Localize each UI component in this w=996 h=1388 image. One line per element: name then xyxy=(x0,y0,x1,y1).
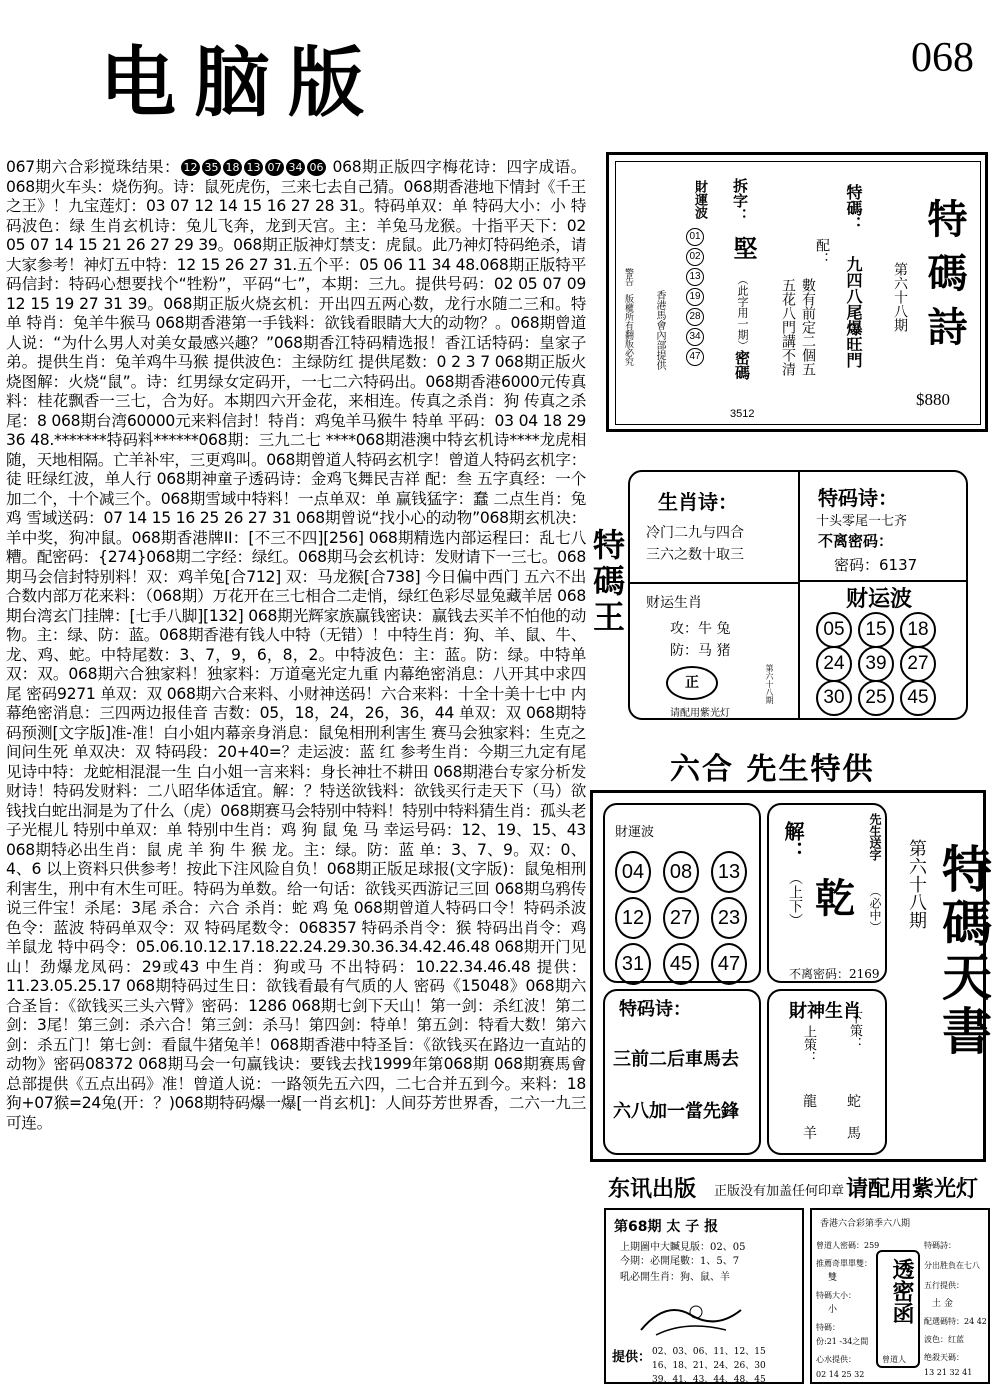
box3-number-circle: 27 xyxy=(663,897,699,939)
te-ma-shi-inner xyxy=(615,161,981,425)
footer-note: 正版没有加盖任何印章 xyxy=(714,1184,845,1199)
box1-poem-2: 數有前定二個五 xyxy=(800,278,816,376)
ball: 07 xyxy=(265,159,284,176)
box3-qian: 乾 xyxy=(815,876,855,922)
box5-a3: 雙 xyxy=(828,1273,838,1283)
draw-result-balls xyxy=(180,158,327,176)
issue-number: 068 xyxy=(911,35,974,81)
box2-cy-label: 财运生肖 xyxy=(646,595,702,611)
te-ma-wang-title: 特碼王 xyxy=(588,528,626,636)
box5-b3: 五行提供： xyxy=(924,1281,964,1290)
box2-lamp: 请配用紫光灯 xyxy=(670,708,730,719)
box4-ti-gong-label: 提供： xyxy=(612,1350,652,1365)
box3-period: 第六十八期 xyxy=(906,839,927,929)
box1-circle-list xyxy=(686,226,704,368)
box1-circle-number: 28 xyxy=(686,308,704,326)
box3-number-circle: 31 xyxy=(615,943,651,985)
box4-title: 第68期 太 子 报 xyxy=(614,1219,719,1235)
box1-circle-number: 19 xyxy=(686,288,704,306)
box3-jie-label: 解： xyxy=(781,821,805,861)
box5-b5: 配選碼特：24 42 xyxy=(924,1317,987,1326)
box1-cai-yun-bo-label: 財運波 xyxy=(692,180,707,219)
box2-number-circle: 27 xyxy=(900,646,936,682)
box2-sx-line-2: 三六之数十取三 xyxy=(646,547,744,563)
box5-a6: 特碼： xyxy=(816,1323,840,1332)
article-body: 068期正版四字梅花诗：四字成语。068期火车头：烧伤狗。诗：鼠死虎伤，三来七去自己猜。068期香港地下情封《千王之王》！九宝莲灯：03 07 12 14 15 16 27 28 31。特码单双：单 特码大小：小 特码波色：绿 生肖玄机诗：兔儿飞奔，龙到天宫。主：羊兔马龙猴。十指平天下：02 05 07 14 15 21 26 27 29 39。068期正版神灯禁支：虎鼠。此乃神灯特码绝杀，请大家参考！神灯五中特：12 15 26 27 31.五个平：05 06 11 34 48.068期正版特平码信封：特码心想要找个“牲粉”，平码“七”，本期：三九。提供号码：02 05 07 09 12 15 19 27 31 39。068期正版火烧玄机：开出四五两心数，龙行水随二三和。特单 特肖：兔羊牛猴马 068期香港第一手钱料：欲钱看眼睛大大的动物？。068期曾道人说：“为什么男人对美女最感兴趣？”068期香江特码精选报！香江话特码：皇家子弟。提供生肖：兔羊鸡牛马猴 提供波色：主绿防红 提供尾数：0 2 3 7 068期正版火烧图解：火烧“鼠”。诗：红男绿女定码开，一七二六特码出。068期香港6000元传真料：桂花飘香一三七，合为好。本期四六开金花，来相连。传真之杀肖：狗 传真之杀尾：8 068期台湾60000元来料信封！特肖：鸡兔羊马猴牛 特单 平码：03 04 18 29 36 48.*******特码料******068期：三九二七 ****068期港澳中特玄机诗****龙虎相随，天地相隔。亡羊补牢，三更鸡叫。068期曾道人特码玄机字！曾道人特码玄机字：徒 旺绿红波，单人行 068期神童子透码诗：金鸡飞舞民吉祥 配：叁 五字真经：一个加二个，十个减三个。068期雪域中特料！一点单双：单 赢钱猛字：蠢 二点生肖：兔鸡 雪域送码：07 14 15 16 25 26 27 31 068期曾说“找小心的动物”068期玄机决：羊中奖，狗冲鼠。068期香港牌II：[不三不四][256] 068期精选内部运程曰：乱七八糟。配密码：{274}068期二字经：绿红。068期马会玄机诗：发财请下一三七。068期马会信封特别料！双：鸡羊兔[合712] 双：马龙猴[合738] 今日偏中西门 五六不出合数内部万花来料：（068期）万花开在三七相合二走悄，绿红色彩尽显兔藏羊居 068期台湾玄门挂牌：[七手八脚][132] 068期光辉家族赢钱密诀：赢钱去买羊不怕他的动物。主：绿、防：蓝。068期香港有钱人中特（无错）！中特生肖：狗、羊、鼠、牛、龙、鸡、蛇。中特尾数：3、7，9，6，8，2。中特波色：主：蓝。防：绿。中特单双：双。068期六合独家料！独家料：万道毫光定九重 内幕绝密消息：八开其中求四尾 密码9271 单双：双 068期六合来料、小财神送码！六合来料：十全十美十七中 内幕绝密消息：三四两边报佳音 吉数：05，18，24，26，36，44 单双：双 068期特码预测[文字版]准-准！白小姐内幕亲身消息：鼠兔相刑利害生 赛马会独家料：生克之间问生死 单双决：双 特码段：20+40=？走运波：蓝 红 参考生肖：今期三九定有尾 见诗中特：龙蛇相混混一生 白小姐一言来料：身长神壮不耕田 068期港台专家分析发财诗！特码发财料：二八昭华体适宜。解：？特送欲钱料：欲钱买行走天下（马）欲钱找白蛇出洞是为了什么（虎）068期赛马会特别中特料！特别中特料猜生肖：孤头老子光棍儿 特别中单双：单 特别中生肖：鸡 狗 鼠 兔 马 幸运号码：12、19、15、43 068期特必出生肖：鼠 虎 羊 狗 牛 猴 龙。主：绿。防：蓝 单：3、7、9。双：0、4、6 以上资料只供参考！按此下注风险自负！068期正版足球报(文字版)：鼠兔相刑利害生，刑中有木生可旺。特码为单数。给一句话：欲钱买西游记三回 068期乌鸦传说三件宝！杀尾：3尾 杀合：六合 杀肖：蛇 鸡 兔 068期曾道人特码口令！特码杀波色令：蓝波 特码单双令：双 特码尾数令：068357 特码杀肖令：猴 特码出肖令：鸡羊鼠龙 特中码令：05.06.10.12.17.18.22.24.29.30.36.34.42.46.48 068期开门见山！劲爆龙凤码：29或43 中生肖：狗或马 不出特码：10.22.34.46.48 提供：11.23.05.25.17 068期特码过生日：欲钱看最有气质的人 密码《15048》068期六合圣旨：《欲钱买三头六臂》密码：1286 068期七剑下天山！第一剑：杀红波！第二剑：3尾！第三剑：杀六合！第三剑：杀马！第四剑：特单！第五剑：特看大数！第六剑：杀五门！第七剑：看鼠牛猪兔羊！068期香港中特圣旨：《欲钱买在路边一直站的动物》密码08372 068期马会一句赢钱诀：要钱去找1999年第068期 068期赛馬會总部提供《五点出码》准！曾道人说：一路领先五六四，二七合并五到今。来料：18狗+07猴=24兔(开：？)068期特码爆一爆[一肖玄机]：人间芬芳世界香，二六一九三可连。 xyxy=(6,158,586,1132)
box5-tou-mi-han: 透密函 xyxy=(889,1258,914,1324)
box2-mm-label: 密码：6137 xyxy=(834,556,918,574)
box5-a4: 特碼大小： xyxy=(816,1291,856,1300)
te-ma-shi-box xyxy=(606,152,988,432)
box3-xia-ce: 下策： xyxy=(847,1011,862,1050)
box5-a2: 推薦奇單單雙： xyxy=(816,1259,872,1268)
box1-te-ma-label: 特碼： xyxy=(844,184,863,232)
box3-cyb-label: 財運波 xyxy=(615,825,655,840)
box1-warning-stamp: 警告 xyxy=(623,268,633,286)
box1-circle-number: 34 xyxy=(686,328,704,346)
dongxun-publisher: 东讯出版 xyxy=(608,1177,697,1202)
box4-illustration xyxy=(636,1290,746,1340)
box3-csx-label: 財神生肖 xyxy=(789,1001,861,1022)
box1-circle-number: 47 xyxy=(686,348,704,366)
box3-number-circle: 12 xyxy=(615,897,651,939)
divider xyxy=(630,582,798,584)
box2-sx-label: 生肖诗： xyxy=(658,490,738,514)
box2-number-circle: 05 xyxy=(816,612,852,648)
box1-provider: 香港馬會內部提供 xyxy=(654,290,665,370)
ball: 12 xyxy=(181,159,200,176)
box1-warning: 版權所有翻版必究 xyxy=(623,294,633,366)
box3-number-circle: 47 xyxy=(711,943,747,985)
box2-number-circle: 15 xyxy=(858,612,894,648)
box2-sx-line-1: 冷门二九与四合 xyxy=(646,525,744,541)
box1-price: $880 xyxy=(916,390,950,409)
box2-number-circle: 39 xyxy=(858,646,894,682)
box3-tms-line-1: 三前二后車馬去 xyxy=(613,1049,739,1070)
box1-circle-number: 02 xyxy=(686,248,704,266)
article-text xyxy=(6,158,586,1382)
tai-zi-bao-box xyxy=(604,1208,804,1384)
box2-number-circle: 25 xyxy=(858,680,894,716)
box1-code: 3512 xyxy=(730,408,755,420)
box3-ma: 馬 xyxy=(847,1126,861,1142)
box2-cyb-label: 财运波 xyxy=(846,587,913,612)
box1-poem-1: 九四八尾爆旺門 xyxy=(844,256,863,368)
footer-lamp: 请配用紫光灯 xyxy=(846,1177,979,1202)
te-ma-tian-shu-title: 特碼天書 xyxy=(934,843,992,1059)
te-ma-tian-shu-box xyxy=(590,790,992,1162)
box3-she: 蛇 xyxy=(847,1094,861,1110)
box5-b1: 特碼詩： xyxy=(924,1241,956,1250)
box5-b2: 分出胜負在七八 xyxy=(924,1261,980,1270)
box5-b7: 绝殺天碼： xyxy=(924,1353,964,1362)
box2-number-circle: 30 xyxy=(816,680,852,716)
box5-a9: 02 14 25 32 xyxy=(816,1370,865,1379)
box3-xiansheng-song-zi: 先生送字 xyxy=(868,813,882,861)
box3-shangxia: （上下） xyxy=(787,871,803,927)
box1-chai-char: 堅 xyxy=(729,236,758,260)
box4-row-1: 02、03、06、11、12、15 xyxy=(652,1347,766,1357)
box4-line-1: 上期圖中大贓見版：02、05 xyxy=(620,1242,746,1253)
box4-row-3: 39、41、43、44、48、45 xyxy=(652,1375,766,1385)
box3-bi-zhong: （必中） xyxy=(868,885,882,933)
box1-chai-note: （此字用一期） xyxy=(736,274,749,351)
box1-circle-number: 01 xyxy=(686,228,704,246)
box3-number-circle: 23 xyxy=(711,897,747,939)
box5-a1: 曾道人密碼：259 xyxy=(816,1241,880,1250)
box2-fang: 防：马 猪 xyxy=(670,643,731,659)
box3-number-circle: 45 xyxy=(663,943,699,985)
box2-number-circle: 24 xyxy=(816,646,852,682)
box3-tms-label: 特码诗： xyxy=(619,999,691,1020)
box1-chai-zi-label: 拆字： xyxy=(731,178,749,223)
box5-b6: 波色：红蓝 xyxy=(924,1335,964,1344)
box3-shang-ce: 上策： xyxy=(801,1025,816,1064)
ball: 06 xyxy=(307,159,326,176)
box5-b8: 13 21 32 41 xyxy=(924,1368,973,1377)
box1-mi-ma-label: 密碼 xyxy=(733,350,751,380)
box3-bu-li-mi-ma: 不离密码：2169 xyxy=(789,967,880,981)
box3-number-circle: 04 xyxy=(615,851,651,893)
box1-pei-label: 配： xyxy=(814,238,830,266)
box5-a7: 份:21 -34之間 xyxy=(816,1337,869,1346)
box4-line-2: 今期：必開尾數：1、5、7 xyxy=(620,1256,740,1267)
box1-circle-number: 13 xyxy=(686,268,704,286)
box2-period: 第六十八期 xyxy=(765,664,774,704)
masthead-title: 电脑版 xyxy=(100,38,382,127)
box3-number-circle: 13 xyxy=(711,851,747,893)
box3-number-circle: 08 xyxy=(663,851,699,893)
article-lead: 067期六合彩搅珠结果： xyxy=(6,158,181,176)
ball: 18 xyxy=(223,159,242,176)
te-ma-wang-box xyxy=(628,470,968,720)
box2-number-circle: 45 xyxy=(900,680,936,716)
tou-mi-han-box xyxy=(810,1208,990,1384)
box5-b4: 土 金 xyxy=(932,1299,953,1309)
divider xyxy=(798,472,800,718)
box2-tm-line: 十头零尾一七齐 xyxy=(816,514,908,529)
box2-number-circle: 18 xyxy=(900,612,936,648)
box2-tm-label: 特码诗： xyxy=(818,486,898,510)
te-ma-shi-title: 特碼詩 xyxy=(921,198,968,360)
ball: 34 xyxy=(286,159,305,176)
box5-zeng-dao-ren: 曾道人 xyxy=(882,1355,906,1364)
box4-line-3: 吼必開生肖：狗、鼠、羊 xyxy=(620,1272,730,1283)
box3-long: 龍 xyxy=(803,1094,817,1110)
box2-bl-label: 不离密码： xyxy=(818,532,894,550)
box5-title: 香港六合彩第季六八期 xyxy=(820,1219,911,1229)
box5-a8: 心水提供： xyxy=(816,1355,856,1364)
ball: 35 xyxy=(202,159,221,176)
box3-yang: 羊 xyxy=(803,1126,817,1142)
box3-tms-line-2: 六八加一當先鋒 xyxy=(613,1101,739,1122)
ball: 13 xyxy=(244,159,263,176)
box1-period: 第六十八期 xyxy=(892,262,908,332)
box5-a5: 小 xyxy=(828,1305,838,1315)
box4-row-2: 16、18、21、24、26、30 xyxy=(652,1361,766,1371)
box2-stamp: 正 xyxy=(666,666,718,700)
box2-gong: 攻：牛 兔 xyxy=(670,621,731,637)
liuhe-banner: 六合 先生特供 xyxy=(670,752,875,787)
box1-poem-3: 五花八門講不清 xyxy=(780,278,796,376)
